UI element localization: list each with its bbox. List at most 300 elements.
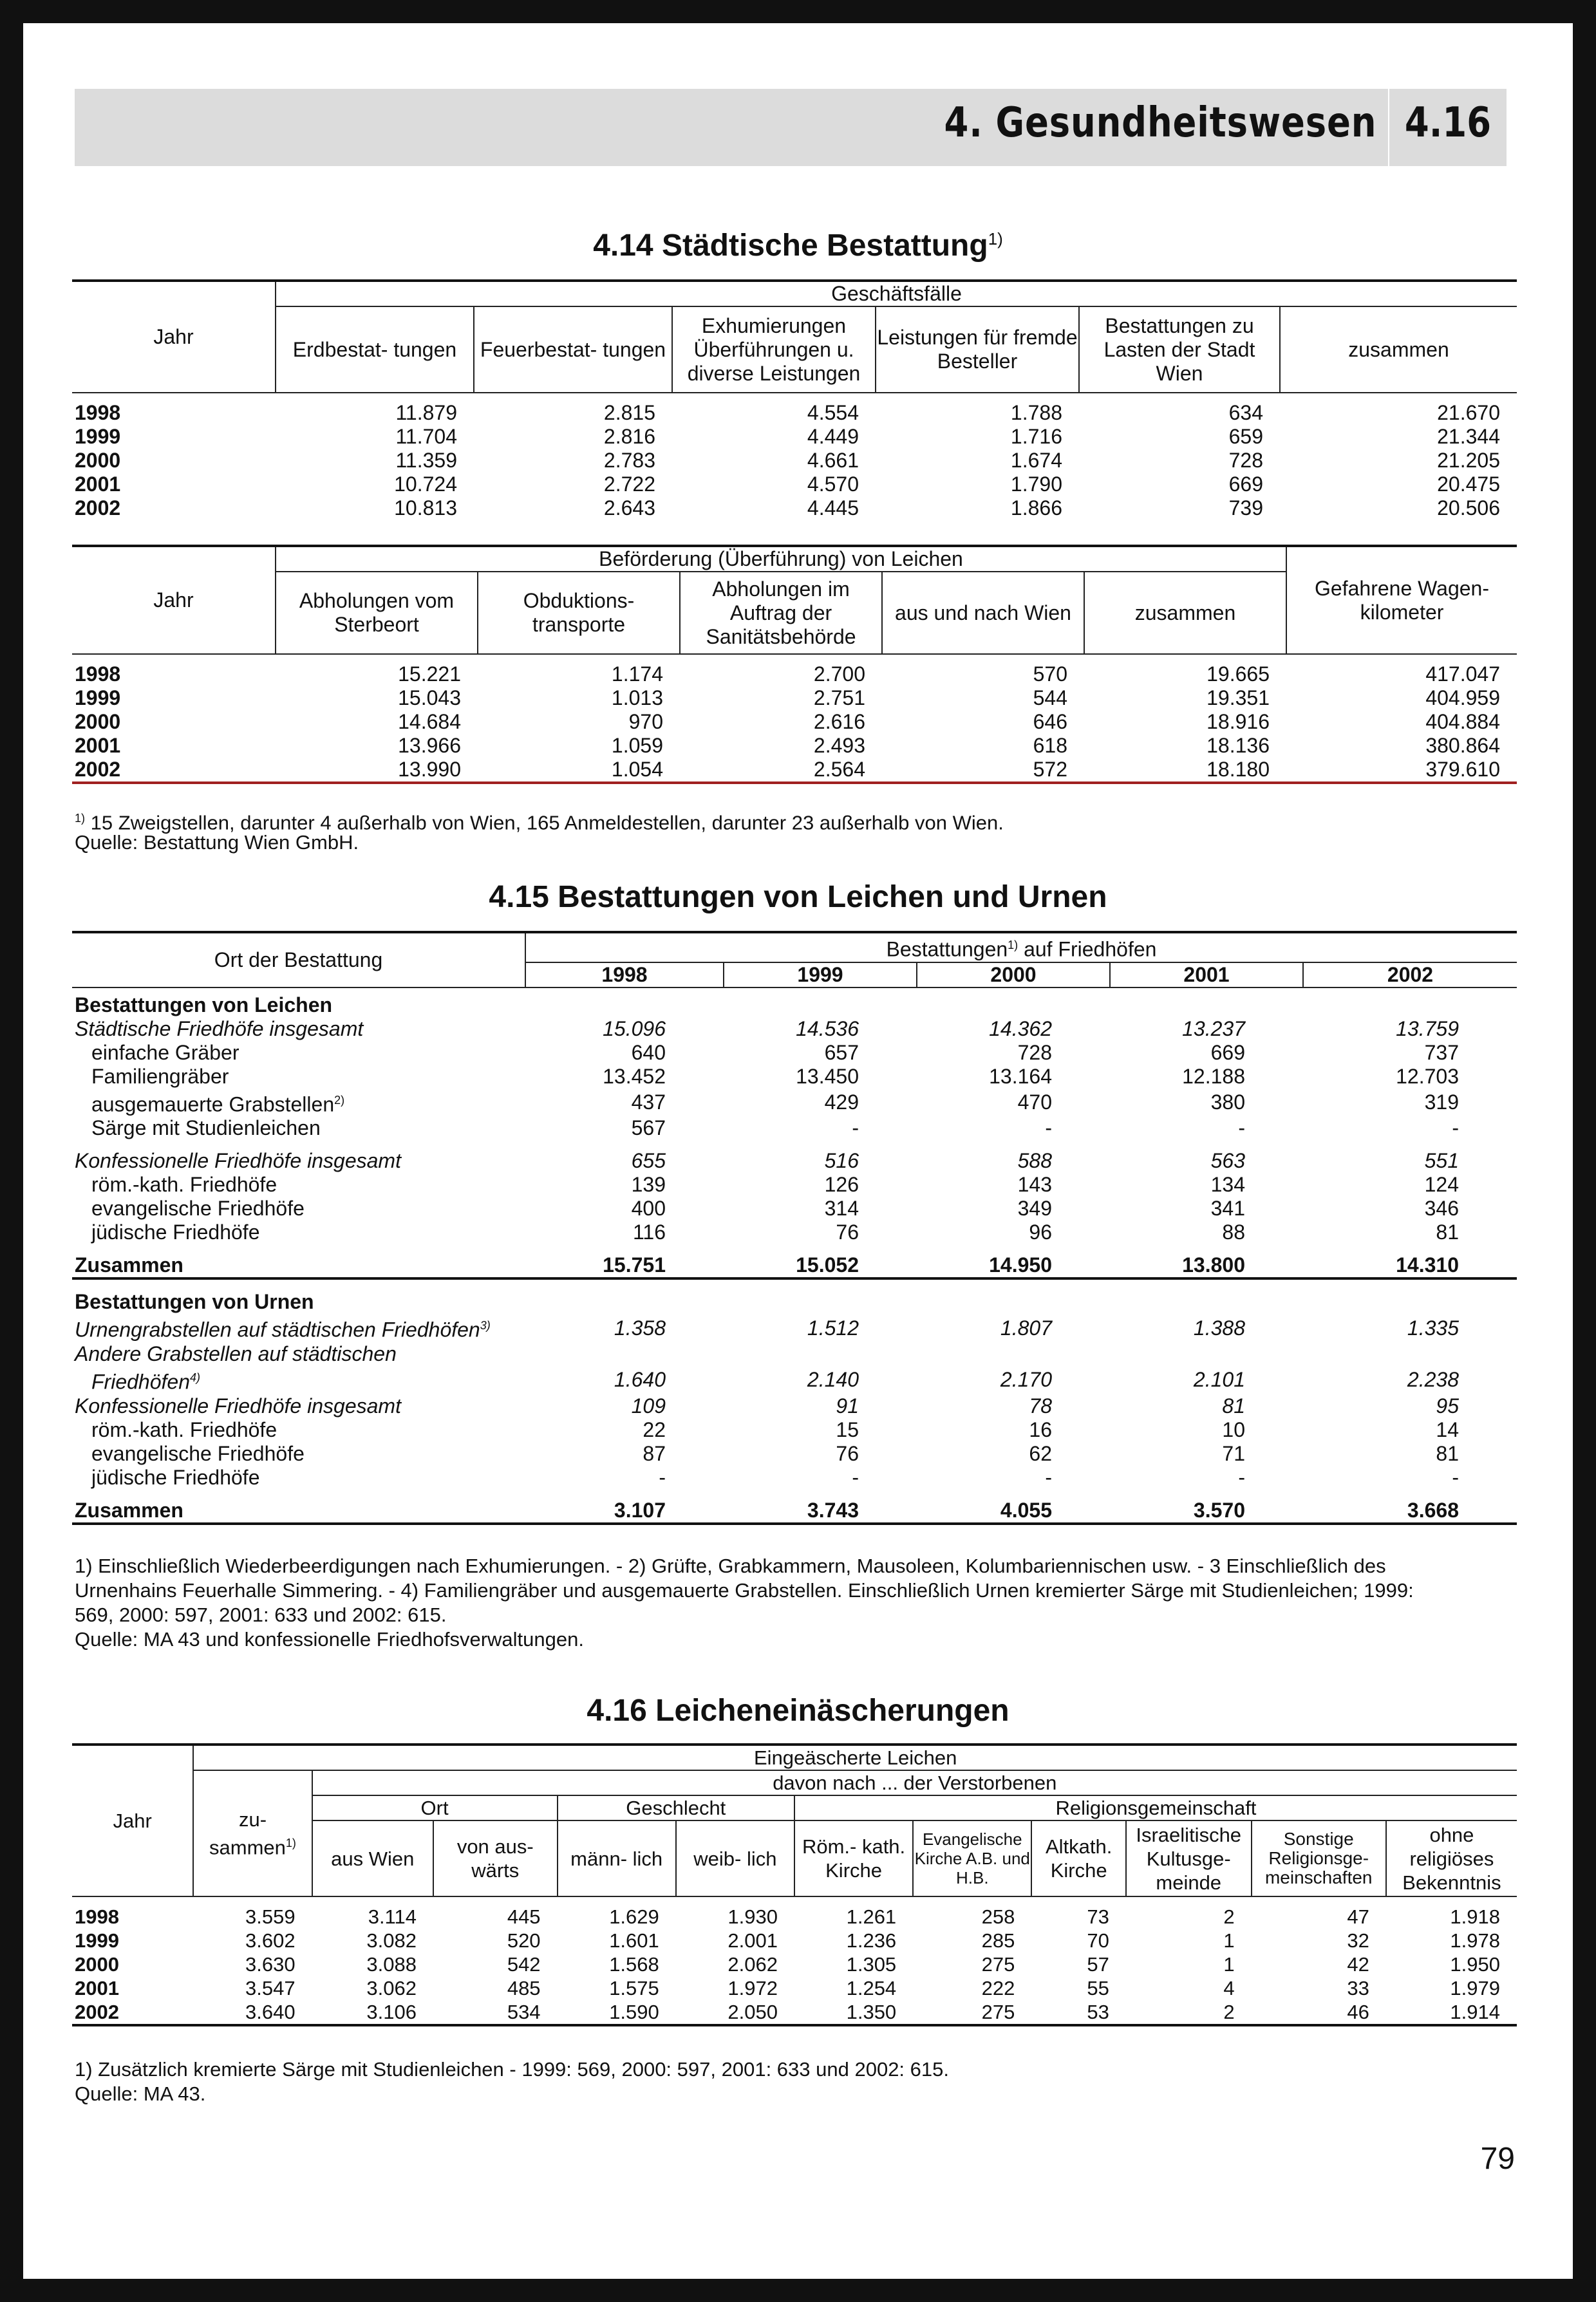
table-cell: 618 (1033, 734, 1067, 757)
group-header: Eingeäscherte Leichen (193, 1745, 1517, 1770)
table-row (72, 1116, 1517, 1140)
table-cell: 13.759 (1396, 1016, 1459, 1040)
table-row (72, 654, 1517, 686)
table-cell: 1 (1223, 1953, 1235, 1976)
table-cell: 1.261 (846, 1905, 897, 1928)
row-label: Städtische Friedhöfe insgesamt (75, 1016, 364, 1040)
table-cell: - (852, 1465, 859, 1489)
table-cell: 544 (1033, 686, 1067, 709)
row-label: Särge mit Studienleichen (91, 1116, 321, 1140)
table-cell: 3.668 (1407, 1498, 1459, 1522)
table-row (72, 1244, 1517, 1278)
table-row (72, 496, 1517, 520)
col-header: weib- lich (676, 1820, 794, 1896)
table-cell: 15.096 (603, 1016, 666, 1040)
table-cell: 3.640 (245, 2001, 296, 2023)
table-row (72, 1041, 1517, 1065)
table-row (72, 758, 1517, 783)
table-cell: - (852, 1116, 859, 1140)
table-cell: 3.602 (245, 1929, 296, 1952)
table-cell: 3.743 (807, 1498, 859, 1522)
table-cell: 1.979 (1450, 1977, 1500, 1999)
table-cell: 19.665 (1206, 662, 1270, 686)
table-row (72, 1394, 1517, 1418)
table-cell: 87 (643, 1441, 666, 1465)
table-cell: 739 (1228, 496, 1263, 519)
table-cell: 1.930 (728, 1905, 778, 1928)
table-cell: 1998 (75, 662, 121, 686)
col-header: zusammen (1280, 306, 1517, 393)
table-cell: 1.568 (609, 1953, 659, 1976)
row-label: Zusammen (75, 1253, 183, 1277)
col-header: ohne religiöses Bekenntnis (1386, 1820, 1517, 1896)
table-cell: 2.170 (1000, 1368, 1052, 1392)
table-cell: 15.751 (603, 1253, 666, 1277)
table-cell: 516 (824, 1149, 859, 1173)
table-cell: 143 (1017, 1173, 1052, 1197)
table-row (72, 1929, 1517, 1952)
table-cell: 551 (1424, 1149, 1459, 1173)
table-cell: 1998 (75, 401, 121, 424)
table-cell: 445 (507, 1905, 541, 1928)
col-header: Abholungen im Auftrag der Sanitätsbehörde (680, 572, 882, 654)
table-cell: 15.043 (398, 686, 461, 709)
table-cell: 4 (1223, 1977, 1235, 1999)
col-header: aus und nach Wien (882, 572, 1084, 654)
table-cell: 11.359 (395, 449, 457, 472)
table-cell: 404.959 (1425, 686, 1500, 709)
table-row (72, 1173, 1517, 1197)
table-cell: 1.914 (1450, 2001, 1500, 2023)
row-label: einfache Gräber (91, 1040, 239, 1064)
table-cell: 4.661 (807, 449, 859, 472)
col-jahr: Jahr (113, 1810, 152, 1832)
row-label: Urnengrabstellen auf städtischen Friedhöfen$^{3)}$ (75, 1318, 491, 1342)
table-cell: 2.140 (807, 1368, 859, 1392)
col-header: Abholungen vom Sterbeort (276, 572, 478, 654)
chapter-number: 4.16 (1404, 99, 1492, 147)
table-cell: 2.050 (728, 2001, 778, 2023)
table-cell: 2.751 (813, 686, 865, 709)
table-cell: 18.136 (1206, 734, 1270, 757)
table-cell: 346 (1424, 1197, 1459, 1221)
table-cell: 588 (1017, 1149, 1052, 1173)
group-header: Bestattungen$^{1)}$ auf Friedhöfen (525, 932, 1517, 962)
table-cell: 96 (1029, 1221, 1052, 1244)
table-cell: 116 (632, 1221, 666, 1244)
table-cell: 21.205 (1437, 449, 1500, 472)
table-cell: 1.335 (1407, 1316, 1459, 1340)
col-header: Bestattungen zu Lasten der Stadt Wien (1079, 306, 1280, 393)
col-header: Feuerbestat- tungen (474, 306, 672, 393)
table-cell: 22 (643, 1418, 666, 1441)
source-4-14: Quelle: Bestattung Wien GmbH. (75, 831, 359, 854)
table-cell: 4.449 (807, 425, 859, 448)
table-cell: 400 (631, 1197, 666, 1221)
table-row (72, 1314, 1517, 1342)
table-cell: 728 (1228, 449, 1263, 472)
table-cell: 20.475 (1437, 473, 1500, 496)
table-cell: 76 (836, 1221, 859, 1244)
table-cell: 1.807 (1000, 1316, 1052, 1340)
col-jahr: Jahr (153, 588, 194, 612)
table-row (72, 1418, 1517, 1442)
table-cell: 404.884 (1425, 710, 1500, 733)
table-cell: 1999 (75, 686, 121, 709)
table-cell: 2 (1223, 1905, 1235, 1928)
page (23, 23, 1573, 2279)
table-cell: 11.879 (395, 401, 457, 424)
table-cell: 134 (1210, 1173, 1245, 1197)
table-cell: 12.703 (1396, 1064, 1459, 1088)
table-cell: 2.700 (813, 662, 865, 686)
col-header: Exhumierungen Überführungen u. diverse Leistungen (672, 306, 876, 393)
table-row (72, 710, 1517, 734)
table-cell: 2002 (75, 496, 121, 519)
table-cell: 485 (507, 1977, 541, 1999)
table-cell: 124 (1424, 1173, 1459, 1197)
table-cell: 1.350 (846, 2001, 897, 2023)
table-cell: 1.978 (1450, 1929, 1500, 1952)
table-cell: 13.800 (1182, 1253, 1245, 1277)
row-label: evangelische Friedhöfe (91, 1197, 305, 1221)
table-cell: 20.506 (1437, 496, 1500, 519)
footnote-4-16: 1) Zusätzlich kremierte Särge mit Studienleichen - 1999: 569, 2000: 597, 2001: 633 und 2002: 615. (75, 2058, 949, 2081)
footnote-4-15-line1: 1) Einschließlich Wiederbeerdigungen nach Exhumierungen. - 2) Grüfte, Grabkammern, Mausoleen, Kolumbariennischen usw. - 3 Einschließlich des (75, 1555, 1386, 1577)
table-cell: 91 (836, 1394, 859, 1418)
table-cell: 1999 (75, 1929, 119, 1952)
table-cell: 14.310 (1396, 1253, 1459, 1277)
col-header: Obduktions- transporte (478, 572, 680, 654)
table-cell: 76 (836, 1441, 859, 1465)
table-cell: 2001 (75, 734, 121, 757)
table-cell: 567 (631, 1116, 666, 1140)
table-cell: 669 (1228, 473, 1263, 496)
table-cell: 640 (631, 1040, 666, 1064)
table-cell: 669 (1210, 1040, 1245, 1064)
year-header: 2001 (1110, 962, 1303, 987)
table-cell: - (1452, 1465, 1459, 1489)
table-cell: 3.547 (245, 1977, 296, 1999)
table-cell: 139 (631, 1173, 666, 1197)
table-cell (1110, 1342, 1303, 1366)
row-label: evangelische Friedhöfe (91, 1441, 305, 1465)
table-cell: 18.180 (1206, 758, 1270, 781)
col-header: Sonstige Religionsge- meinschaften (1252, 1820, 1386, 1896)
table-cell: 62 (1029, 1441, 1052, 1465)
table-cell: 1.254 (846, 1977, 897, 1999)
section-row (72, 987, 1517, 1017)
source-4-15: Quelle: MA 43 und konfessionelle Friedhofsverwaltungen. (75, 1628, 584, 1651)
year-header: 2002 (1303, 962, 1517, 987)
table-cell: 13.450 (796, 1064, 859, 1088)
table-cell: 13.164 (989, 1064, 1052, 1088)
table-cell: 4.554 (807, 401, 859, 424)
table-row (72, 1952, 1517, 1976)
table-cell: 42 (1347, 1953, 1369, 1976)
group-header: Geschäftsfälle (276, 281, 1517, 306)
table-cell: - (1045, 1465, 1052, 1489)
table-cell: 95 (1436, 1394, 1459, 1418)
table-cell (917, 1342, 1110, 1366)
table-row (72, 1017, 1517, 1041)
table-cell: 13.452 (603, 1064, 666, 1088)
table-cell: 1.601 (609, 1929, 659, 1952)
table-row (72, 1197, 1517, 1221)
footnote-4-15-line2: Urnenhains Feuerhalle Simmering. - 4) Familiengräber und ausgemauerte Grabstellen. Einschließlich Urnen kremierter Särge mit Studienleichen; 1999: (75, 1579, 1414, 1602)
table-cell: 12.188 (1182, 1064, 1245, 1088)
table-row (72, 1442, 1517, 1466)
table-row (72, 1466, 1517, 1490)
section-title-4-15: 4.15 Bestattungen von Leichen und Urnen (489, 880, 1107, 914)
table-cell: - (1238, 1116, 1245, 1140)
table-cell: 1.866 (1010, 496, 1062, 519)
col-header: Röm.- kath. Kirche (794, 1820, 913, 1896)
table-cell: 4.570 (807, 473, 859, 496)
table-cell: 13.237 (1182, 1016, 1245, 1040)
table-cell: 33 (1347, 1977, 1369, 1999)
table-cell: 2.062 (728, 1953, 778, 1976)
table-cell: 4.445 (807, 496, 859, 519)
table-cell: 1.059 (611, 734, 663, 757)
table-cell: 21.344 (1437, 425, 1500, 448)
row-label: jüdische Friedhöfe (91, 1221, 260, 1244)
table-cell: 11.704 (395, 425, 457, 448)
table-cell: 19.351 (1206, 686, 1270, 709)
table-cell: 657 (824, 1040, 859, 1064)
table-cell: 18.916 (1206, 710, 1270, 733)
col-header: aus Wien (312, 1820, 433, 1896)
row-label: Familiengräber (91, 1064, 229, 1088)
table-row (72, 425, 1517, 449)
footnote-4-14: $^{1)}$ 15 Zweigstellen, darunter 4 außerhalb von Wien, 165 Anmeldestellen, darunter 23 außerhalb von Wien. (75, 811, 1004, 834)
table-cell: 570 (1033, 662, 1067, 686)
table-cell: 16 (1029, 1418, 1052, 1441)
table-cell: 2002 (75, 758, 121, 781)
table-cell: 2001 (75, 1977, 119, 1999)
table-cell: 314 (824, 1197, 859, 1221)
table-cell: 3.630 (245, 1953, 296, 1976)
col-header: männ- lich (558, 1820, 676, 1896)
subgroup-header: davon nach ... der Verstorbenen (312, 1770, 1517, 1795)
col-header: Israelitische Kultusge- meinde (1126, 1820, 1252, 1896)
table-cell: 3.062 (366, 1977, 417, 1999)
table-cell: 1998 (75, 1905, 119, 1928)
row-label: röm.-kath. Friedhöfe (91, 1173, 277, 1197)
section-row (72, 1278, 1517, 1314)
table-cell: 47 (1347, 1905, 1369, 1928)
table-cell: 14 (1436, 1418, 1459, 1441)
table-cell: 10 (1222, 1418, 1245, 1441)
section-title-4-16: 4.16 Leicheneinäscherungen (587, 1694, 1009, 1728)
section-title-4-14: 4.14 Städtische Bestattung$^{1)}$ (593, 229, 1003, 263)
table-cell: 15.052 (796, 1253, 859, 1277)
table-cell: 1.054 (611, 758, 663, 781)
table-cell: Bestattungen von Leichen (75, 993, 333, 1016)
table-cell: 126 (824, 1173, 859, 1197)
col-ort: Ort der Bestattung (214, 948, 383, 971)
col-header: Altkath. Kirche (1031, 1820, 1126, 1896)
table-cell: 73 (1087, 1905, 1109, 1928)
col-header: Evangelische Kirche A.B. und H.B. (913, 1820, 1031, 1896)
table-cell: 2.783 (603, 449, 655, 472)
table-cell: 429 (824, 1090, 859, 1114)
table-cell: 1.788 (1010, 401, 1062, 424)
col-header: zusammen (1084, 572, 1286, 654)
table-row (72, 734, 1517, 758)
table-cell: 534 (507, 2001, 541, 2023)
table-cell: 3.107 (614, 1498, 666, 1522)
table-cell: 728 (1017, 1040, 1052, 1064)
table-row (72, 473, 1517, 496)
table-cell: 1.388 (1193, 1316, 1245, 1340)
group-religion: Religionsgemeinschaft (794, 1795, 1517, 1820)
footnote-4-15-line3: 569, 2000: 597, 2001: 633 und 2002: 615. (75, 1604, 447, 1626)
table-cell: 3.106 (366, 2001, 417, 2023)
table-row (72, 1490, 1517, 1524)
table-row (72, 449, 1517, 473)
table-cell: 2.001 (728, 1929, 778, 1952)
table-cell: 634 (1228, 401, 1263, 424)
table-cell: 655 (631, 1149, 666, 1173)
table-cell: 2.493 (813, 734, 865, 757)
table-cell: 1.358 (614, 1316, 666, 1340)
table-cell: 15.221 (398, 662, 461, 686)
table-row (72, 1089, 1517, 1117)
table-cell: 4.055 (1000, 1498, 1052, 1522)
table-cell: 1.950 (1450, 1953, 1500, 1976)
group-geschlecht: Geschlecht (558, 1795, 794, 1820)
table-cell: 14.362 (989, 1016, 1052, 1040)
table-cell: 81 (1436, 1441, 1459, 1465)
table-cell: 3.088 (366, 1953, 417, 1976)
table-cell: 2.815 (603, 401, 655, 424)
table-cell: 46 (1347, 2001, 1369, 2023)
year-header: 1999 (724, 962, 917, 987)
table-cell: 379.610 (1425, 758, 1500, 781)
table-cell: 470 (1017, 1090, 1052, 1114)
row-label: röm.-kath. Friedhöfe (91, 1418, 277, 1441)
group-ort: Ort (312, 1795, 558, 1820)
table-row (72, 2000, 1517, 2025)
table-cell: 1.918 (1450, 1905, 1500, 1928)
row-label: Andere Grabstellen auf städtischen (75, 1342, 397, 1365)
col-header: von aus- wärts (433, 1820, 558, 1896)
table-cell: 563 (1210, 1149, 1245, 1173)
table-cell: 3.570 (1193, 1498, 1245, 1522)
table-cell: 14.950 (989, 1253, 1052, 1277)
row-label: Konfessionelle Friedhöfe insgesamt (75, 1394, 401, 1418)
table-cell: 81 (1436, 1221, 1459, 1244)
table-cell: 71 (1222, 1441, 1245, 1465)
table-cell: 3.114 (368, 1905, 417, 1928)
table-cell: 222 (981, 1977, 1015, 1999)
year-header: 1998 (525, 962, 724, 987)
source-4-16: Quelle: MA 43. (75, 2082, 206, 2105)
table-cell: 1.575 (609, 1977, 659, 1999)
table-cell: 14.684 (398, 710, 461, 733)
table-cell: 970 (628, 710, 663, 733)
table-cell: 81 (1222, 1394, 1245, 1418)
table-cell: 646 (1033, 710, 1067, 733)
table-4-14-geschaeftsfaelle (72, 279, 1517, 520)
row-label: Zusammen (75, 1498, 183, 1522)
table-cell: 542 (507, 1953, 541, 1976)
table-cell: 275 (981, 2001, 1015, 2023)
table-cell: Bestattungen von Urnen (75, 1290, 314, 1314)
table-cell: 285 (981, 1929, 1015, 1952)
table-cell: 659 (1228, 425, 1263, 448)
table-cell: 1.174 (611, 662, 663, 686)
table-cell: 1.013 (611, 686, 663, 709)
table-cell: 2.101 (1193, 1368, 1245, 1392)
table-cell: 57 (1087, 1953, 1109, 1976)
table-cell: 1.640 (614, 1368, 666, 1392)
table-row (72, 1976, 1517, 2000)
table-cell (724, 1342, 917, 1366)
col-zusammen: zu- sammen$^{1)}$ (193, 1770, 312, 1896)
row-label: ausgemauerte Grabstellen$^{2)}$ (91, 1092, 345, 1116)
table-cell: 341 (1210, 1197, 1245, 1221)
table-cell: 15 (836, 1418, 859, 1441)
group-header: Beförderung (Überführung) von Leichen (276, 546, 1286, 572)
table-cell: 13.966 (398, 734, 461, 757)
table-cell: - (659, 1465, 666, 1489)
table-row (72, 1366, 1517, 1394)
table-cell: 258 (981, 1905, 1015, 1928)
table-cell: 572 (1033, 758, 1067, 781)
col-header: Gefahrene Wagen- kilometer (1286, 546, 1517, 654)
table-cell: 380 (1210, 1090, 1245, 1114)
table-row (72, 1140, 1517, 1173)
table-cell: 2.238 (1407, 1368, 1459, 1392)
table-cell: 10.813 (394, 496, 457, 519)
table-row (72, 1221, 1517, 1244)
table-cell: 349 (1017, 1197, 1052, 1221)
table-cell: 1.972 (728, 1977, 778, 1999)
col-header: Leistungen für fremde Besteller (876, 306, 1079, 393)
table-row (72, 393, 1517, 425)
table-row (72, 1065, 1517, 1089)
table-cell: 437 (631, 1090, 666, 1114)
table-cell: 21.670 (1437, 401, 1500, 424)
table-cell: 2002 (75, 2001, 119, 2023)
year-header: 2000 (917, 962, 1110, 987)
table-cell: 417.047 (1425, 662, 1500, 686)
table-cell: 1.590 (609, 2001, 659, 2023)
row-label: Friedhöfen$^{4)}$ (91, 1370, 200, 1394)
table-cell: 78 (1029, 1394, 1052, 1418)
table-cell: 1.674 (1010, 449, 1062, 472)
table-cell: 1.236 (846, 1929, 897, 1952)
table-cell: 14.536 (796, 1016, 859, 1040)
table-cell: 10.724 (394, 473, 457, 496)
table-cell: 109 (631, 1394, 666, 1418)
table-cell: 1.790 (1010, 473, 1062, 496)
table-cell: 70 (1087, 1929, 1109, 1952)
table-cell: 55 (1087, 1977, 1109, 1999)
row-label: jüdische Friedhöfe (91, 1465, 260, 1489)
table-cell: 3.082 (366, 1929, 417, 1952)
table-cell: 2.643 (603, 496, 655, 519)
table-cell: 2000 (75, 710, 121, 733)
table-cell: 3.559 (245, 1905, 296, 1928)
table-cell: 2000 (75, 1953, 119, 1976)
table-cell: 737 (1424, 1040, 1459, 1064)
table-cell: 13.990 (398, 758, 461, 781)
table-cell: 380.864 (1425, 734, 1500, 757)
table-cell: 275 (981, 1953, 1015, 1976)
